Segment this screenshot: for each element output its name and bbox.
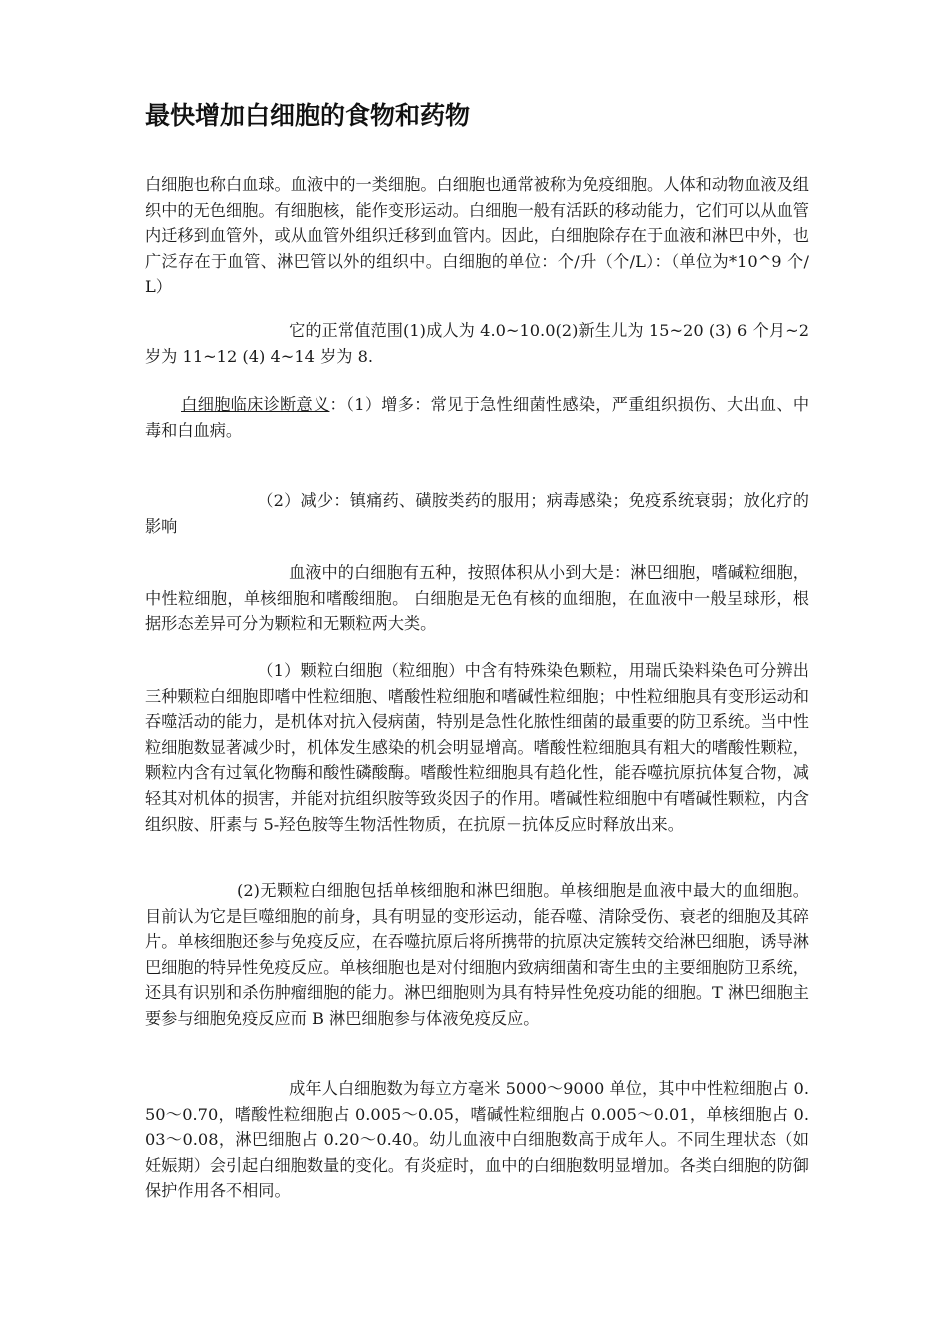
paragraph-granulocytes	[145, 658, 809, 837]
paragraph-increase-text: ：（1）增多：常见于急性细菌性感染，严重组织损伤、大出血、中毒和白血病。	[145, 395, 810, 440]
paragraph-agranulocytes	[145, 878, 809, 1032]
paragraph-counts-text: 成年人白细胞数为每立方毫米 5000～9000 单位，其中中性粒细胞占 0.50～0.70，嗜酸性粒细胞占 0.005～0.05，嗜碱性粒细胞占 0.005～0.01，单核细胞占 0.03～0.08，淋巴细胞占 0.20～0.40。幼儿血液中白细胞数高于成年人。不同生理状态（如妊娠期）会引起白细胞数量的变化。有炎症时，血中的白细胞数明显增加。各类白细胞的防御保护作用各不相同。	[145, 1079, 809, 1201]
document-title: 最快增加白细胞的食物和药物	[145, 101, 471, 130]
paragraph-decrease-text: （2）减少：镇痛药、磺胺类药的服用；病毒感染；免疫系统衰弱；放化疗的影响	[145, 491, 809, 536]
paragraph-five-types	[145, 560, 809, 637]
paragraph-clinical-significance	[145, 392, 809, 443]
paragraph-five-types-text: 血液中的白细胞有五种，按照体积从小到大是：淋巴细胞，嗜碱粒细胞，中性粒细胞，单核细胞和嗜酸细胞。 白细胞是无色有核的血细胞，在血液中一般呈球形，根据形态差异可分为颗粒和无颗粒两大类。	[145, 563, 809, 634]
paragraph-intro	[145, 172, 809, 300]
paragraph-normal-range-text: 它的正常值范围(1)成人为 4.0~10.0(2)新生儿为 15~20 (3) 6 个月~2 岁为 11~12 (4) 4~14 岁为 8.	[145, 321, 809, 366]
paragraph-normal-range	[145, 318, 809, 369]
paragraph-granulocytes-text: （1）颗粒白细胞（粒细胞）中含有特殊染色颗粒，用瑞氏染料染色可分辨出三种颗粒白细胞即嗜中性粒细胞、嗜酸性粒细胞和嗜碱性粒细胞；中性粒细胞具有变形运动和吞噬活动的能力，是机体对抗入侵病菌，特别是急性化脓性细菌的最重要的防卫系统。当中性粒细胞数显著减少时，机体发生感染的机会明显增高。嗜酸性粒细胞具有粗大的嗜酸性颗粒，颗粒内含有过氧化物酶和酸性磷酸酶。嗜酸性粒细胞具有趋化性，能吞噬抗原抗体复合物，减轻其对机体的损害，并能对抗组织胺等致炎因子的作用。嗜碱性粒细胞中有嗜碱性颗粒，内含组织胺、肝素与 5-羟色胺等生物活性物质，在抗原－抗体反应时释放出来。	[145, 661, 809, 834]
paragraph-agranulocytes-text: (2)无颗粒白细胞包括单核细胞和淋巴细胞。单核细胞是血液中最大的血细胞。目前认为它是巨噬细胞的前身，具有明显的变形运动，能吞噬、清除受伤、衰老的细胞及其碎片。单核细胞还参与免疫反应，在吞噬抗原后将所携带的抗原决定簇转交给淋巴细胞，诱导淋巴细胞的特异性免疫反应。单核细胞也是对付细胞内致病细菌和寄生虫的主要细胞防卫系统，还具有识别和杀伤肿瘤细胞的能力。淋巴细胞则为具有特异性免疫功能的细胞。T 淋巴细胞主要参与细胞免疫反应而 B 淋巴细胞参与体液免疫反应。	[145, 881, 809, 1028]
paragraph-counts	[145, 1076, 809, 1204]
paragraph-intro-text: 白细胞也称白血球。血液中的一类细胞。白细胞也通常被称为免疫细胞。人体和动物血液及组织中的无色细胞。有细胞核，能作变形运动。白细胞一般有活跃的移动能力，它们可以从血管内迁移到血管外，或从血管外组织迁移到血管内。因此，白细胞除存在于血液和淋巴中外，也广泛存在于血管、淋巴管以外的组织中。白细胞的单位：个/升（个/L）：（单位为*10^9 个/L）	[145, 175, 809, 297]
clinical-significance-label: 白细胞临床诊断意义	[181, 395, 330, 414]
paragraph-decrease	[145, 488, 809, 539]
